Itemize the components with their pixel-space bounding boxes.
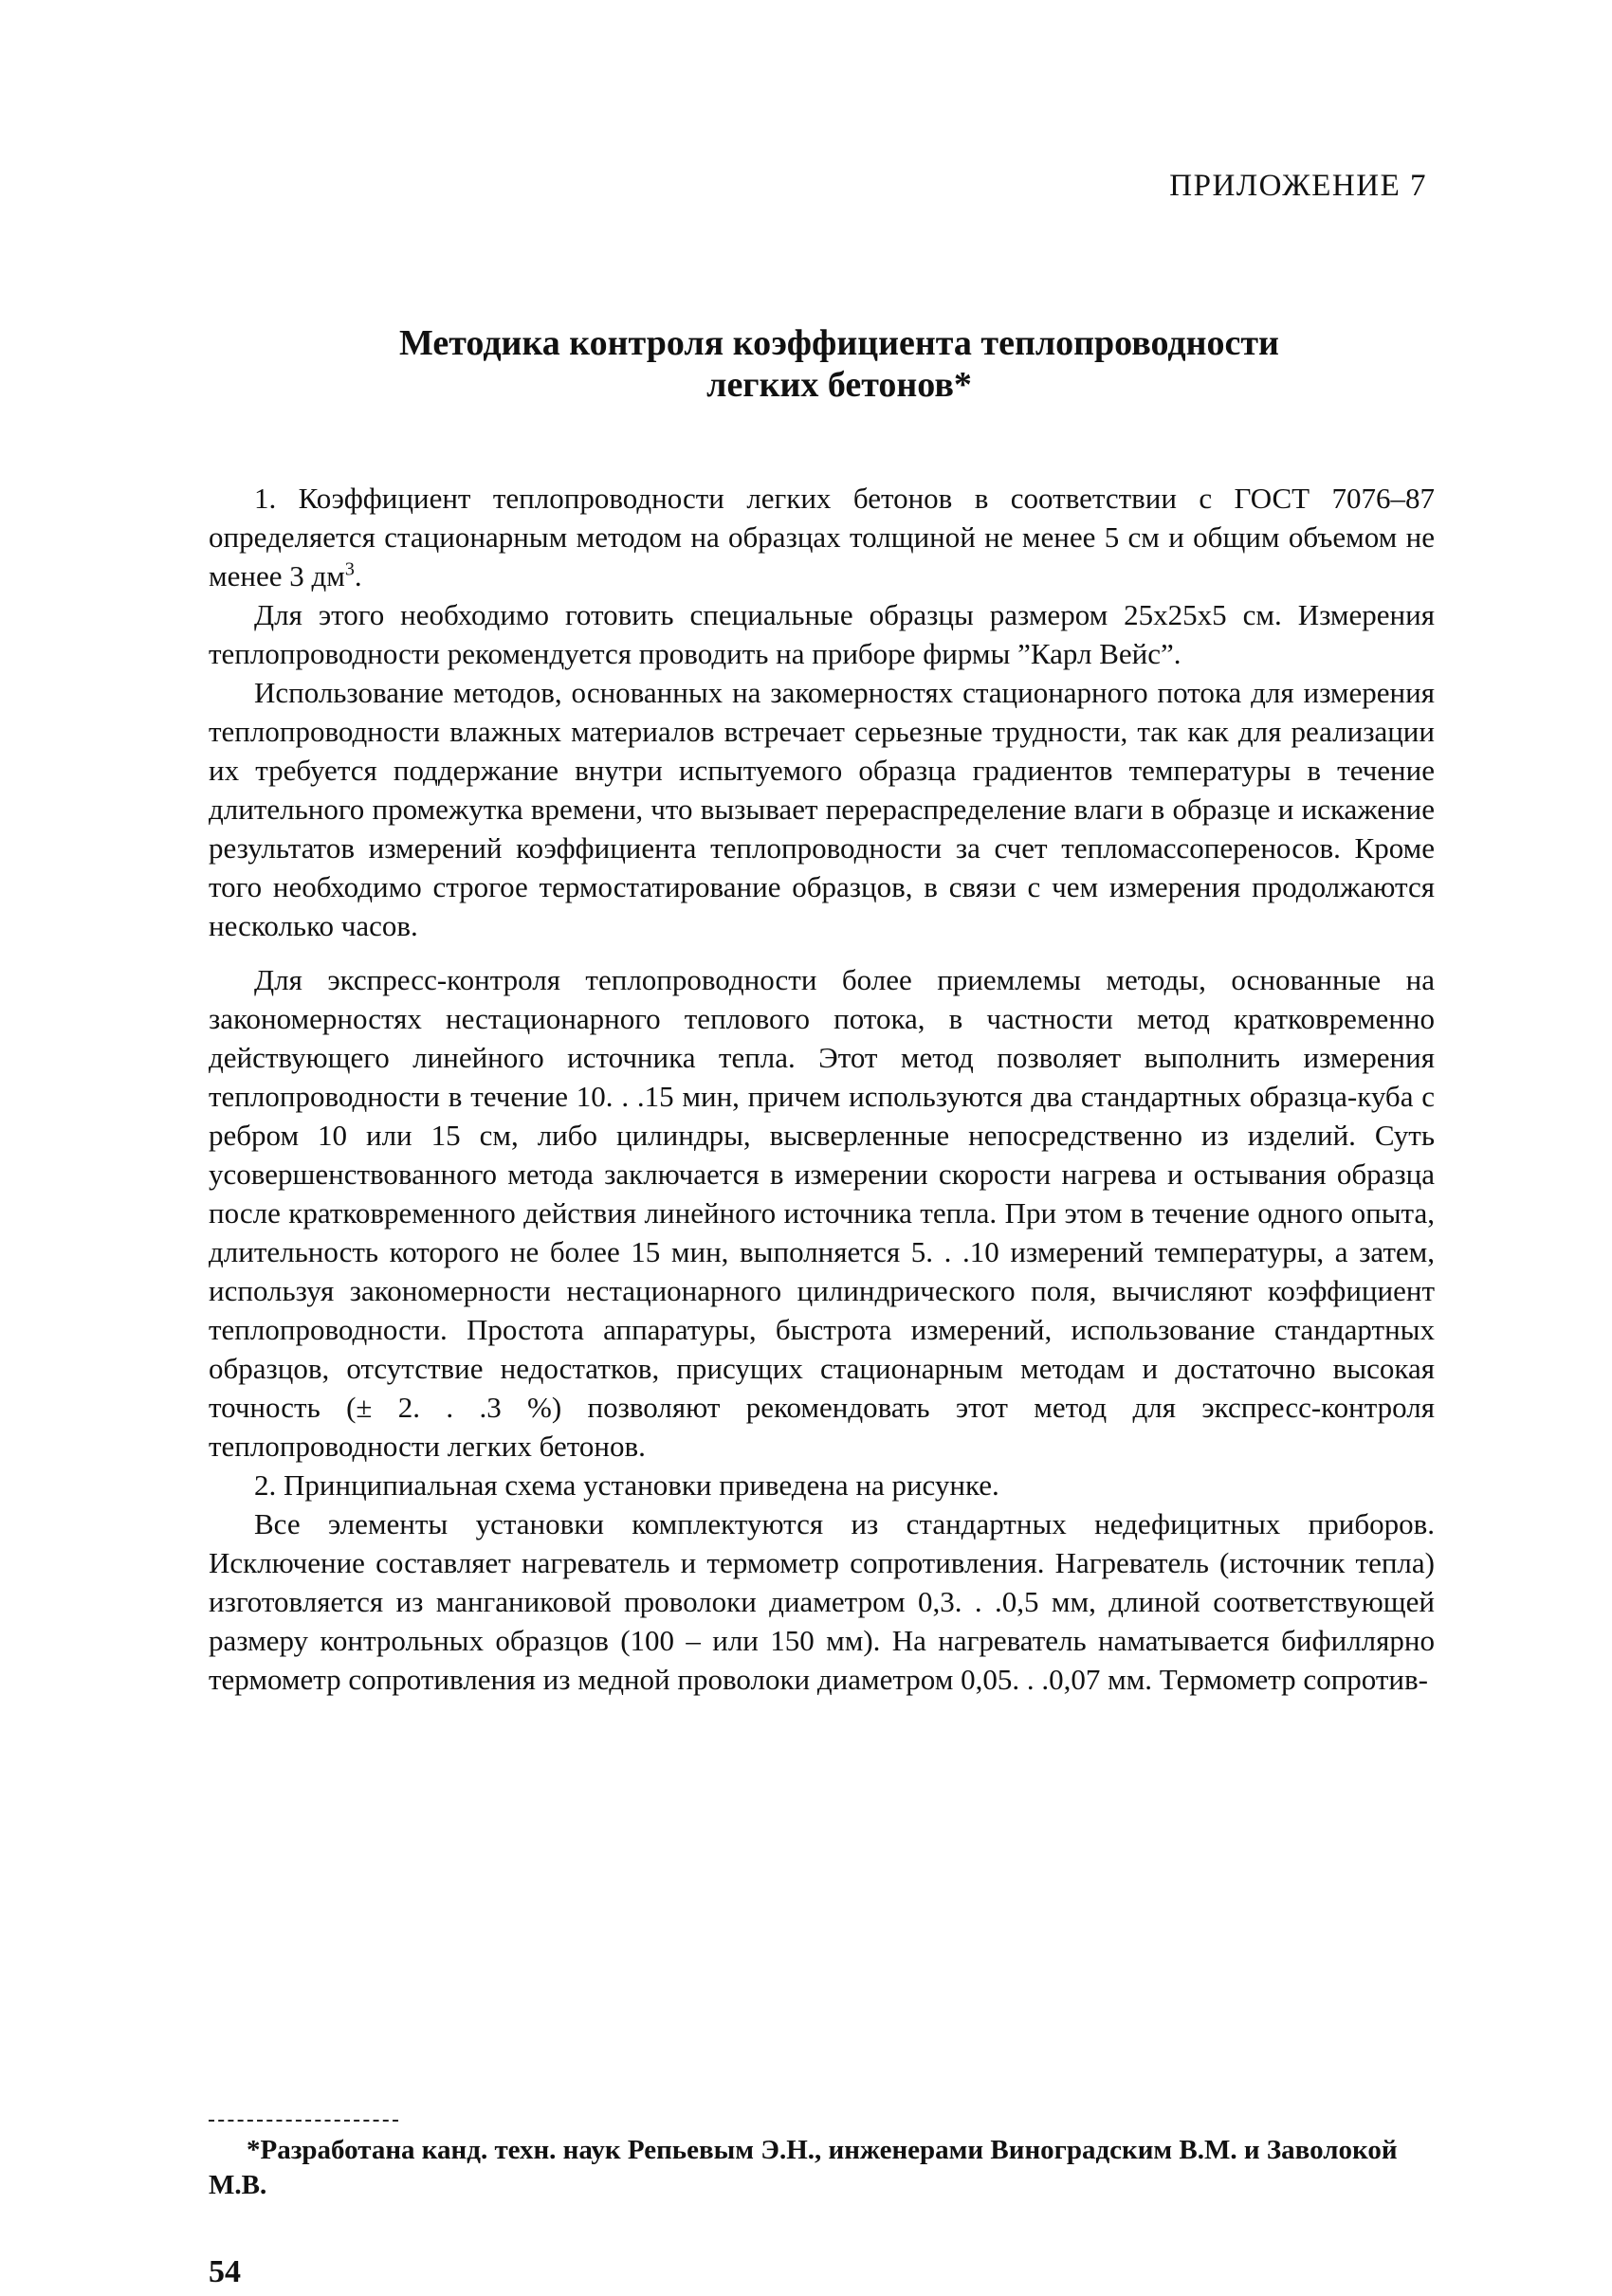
paragraph-1-text: 1. Коэффициент теплопроводности легких бетонов в соответствии с ГОСТ 7076–87 определяется стационарным методом на образцах толщиной не менее 5 см и общим объемом не менее 3 дм — [209, 482, 1435, 592]
paragraph-3: Использование методов, основанных на закомерностях стационарного потока для измерения теплопроводности влажных материалов встречает серьезные трудности, так как для реализации их требуется поддержание внутри испытуемого образца градиентов температуры в течение длительного промежутка времени, что вызывает перераспределение влаги в образце и искажение результатов измерений коэффициента теплопроводности за счет тепломассопереносов. Кроме того необходимо строгое термостатирование образцов, в связи с чем измерения продолжаются несколько часов. — [209, 676, 1435, 942]
paragraph-6: Все элементы установки комплектуются из стандартных недефицитных приборов. Исключение составляет нагреватель и термометр сопротивления. Нагреватель (источник тепла) изготовляется из манганиковой проволоки диаметром 0,3. . .0,5 мм, длиной соответствующей размеру контрольных образцов (100 – или 150 мм). На нагреватель наматывается бифиллярно термометр сопротивления из медной проволоки диаметром 0,05. . .0,07 мм. Термометр сопротив- — [209, 1507, 1435, 1696]
footnote-text: *Разработана канд. техн. наук Репьевым Э.Н., инженерами Виноградским В.М. и Заволокой М.В. — [209, 2135, 1398, 2200]
footnote — [209, 2133, 1435, 2203]
title-line-1: Методика контроля коэффициента теплопроводности — [399, 323, 1279, 363]
paragraph-1 — [209, 479, 1435, 595]
paragraph-5: 2. Принципиальная схема установки приведена на рисунке. — [254, 1468, 999, 1502]
paragraph-1-end: . — [354, 559, 362, 592]
appendix-label: ПРИЛОЖЕНИЕ 7 — [1169, 169, 1427, 203]
document-title — [0, 322, 1612, 406]
footnote-divider — [209, 2120, 398, 2122]
body-text — [209, 479, 1435, 1699]
paragraph-4: Для экспресс-контроля теплопроводности более приемлемы методы, основанные на закономерностях нестационарного теплового потока, в частности метод кратковременно действующего линейного источника тепла. Этот метод позволяет выполнить измерения теплопроводности в течение 10. . .15 мин, причем используются два стандартных образца-куба с ребром 10 или 15 см, либо цилиндры, высверленные непосредственно из изделий. Суть усовершенствованного метода заключается в измерении скорости нагрева и остывания образца после кратковременного действия линейного источника тепла. При этом в течение одного опыта, длительность которого не более 15 мин, выполняется 5. . .10 измерений температуры, а затем, используя закономерности нестационарного цилиндрического поля, вычисляют коэффициент теплопроводности. Простота аппаратуры, быстрота измерений, использование стандартных образцов, отсутствие недостатков, присущих стационарным методам и достаточно высокая точность (± 2. . .3 %) позволяют рекомендовать этот метод для экспресс-контроля теплопроводности легких бетонов. — [209, 963, 1435, 1463]
cubic-superscript: 3 — [344, 558, 355, 580]
title-line-2: легких бетонов* — [706, 365, 972, 405]
paragraph-2: Для этого необходимо готовить специальные образцы размером 25х25х5 см. Измерения теплопроводности рекомендуется проводить на приборе фирмы ”Карл Вейс”. — [209, 598, 1435, 670]
page-number: 54 — [209, 2254, 241, 2289]
